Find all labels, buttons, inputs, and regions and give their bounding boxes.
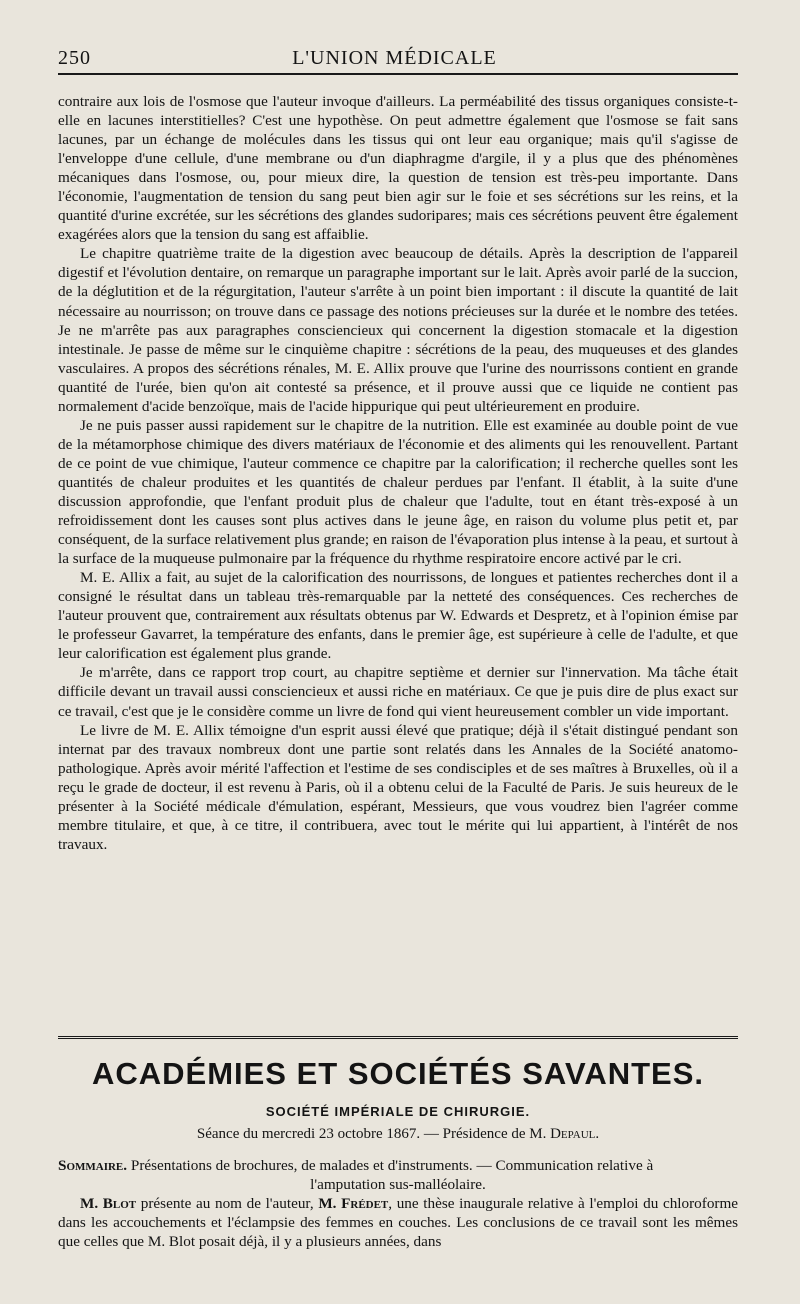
paragraph: contraire aux lois de l'osmose que l'auteur invoque d'ailleurs. La perméabilité des tissus organiques consiste-t-elle en lacunes interstitielles? C'est une hypothèse. On peut admettre également que l'osmose se fait sans lacunes, par un échange de molécules dans les tissus qui ont leur eau organique; mais qu'il s'agisse de l'enveloppe d'une cellule, d'une membrane ou d'un diaphragme d'argile, il y a plus que des phénomènes mécaniques dans l'osmose, ou, pour mieux dire, la question de tension est très-peu importante. Dans l'économie, l'augmentation de tension du sang peut bien agir sur le foie et ses sécrétions sur les reins, et la quantité d'urine excrétée, sur les sécrétions des glandes sudoripares; mais ces sécrétions peuvent être également exagérées alors que la tension du sang est affaiblie. <box>58 93 738 244</box>
session-president: M. Depaul. <box>529 1126 600 1142</box>
session-report <box>58 1156 738 1251</box>
paragraph: M. E. Allix a fait, au sujet de la calorification des nourrissons, de longues et patientes recherches dont il a consigné le résultat dans un tableau très-remarquable par la netteté des conséquences. Ces recherches de l'auteur prouvent que, contrairement aux résultats obtenus par W. Edwards et Despretz, et à l'opinion émise par le professeur Gavarret, la température des enfants, dans le premier âge, est supérieure à celle de l'adulte, et que leur calorification est également plus grande. <box>58 569 738 663</box>
paragraph: Le livre de M. E. Allix témoigne d'un esprit aussi élevé que pratique; déjà il s'était distingué pendant son internat par des travaux nombreux dont une partie sont relatés dans les Annales de la Société anatomo-pathologique. Après avoir mérité l'affection et l'estime de ses condisciples et de ses maîtres à Bruxelles, où il a reçu le grade de docteur, il est revenu à Paris, où il a obtenu celui de la Faculté de Paris. Je suis heureux de le présenter à la Société médicale d'émulation, espérant, Messieurs, que vous voudrez bien l'agréer comme membre titulaire, et que, à ce titre, il contribuera, avec tout le mérite qui lui appartient, à l'intérêt de nos travaux. <box>58 721 738 853</box>
paragraph: Le chapitre quatrième traite de la digestion avec beaucoup de détails. Après la description de l'appareil digestif et l'évolution dentaire, on remarque un paragraphe important sur le lait. Après avoir parlé de la succion, de la déglutition et de la régurgitation, l'auteur s'arrête à un point bien important : il discute la quantité de lait nécessaire au nourrisson; on trouve dans ce passage des notions précieuses sur la durée et le nombre des tetées. Je ne m'arrête pas aux paragraphes consciencieux qui concernent la digestion stomacale et la digestion intestinale. Je passe de même sur le cinquième chapitre : sécrétions de la peau, des muqueuses et des glandes vasculaires. A propos des sécrétions rénales, M. E. Allix prouve que l'urine des nourrissons contient en grande quantité de l'urée, bien qu'on ait contesté sa présence, et il prouve aussi que ce liquide ne contient pas normalement d'acide benzoïque, mais de l'acide hippurique qui peut ultérieurement en produire. <box>58 245 738 415</box>
session-line <box>58 1126 738 1143</box>
paragraph: Je ne puis passer aussi rapidement sur le chapitre de la nutrition. Elle est examinée au double point de vue de la métamorphose chimique des divers matériaux de l'économie et des aliments qui les renouvellent. Partant de ce point de vue chimique, l'auteur commence ce chapitre par la calorification; il recherche quelles sont les quantités de chaleur produites et les quantités de chaleur perdues par l'enfant. Il établit, à la suite d'une discussion approfondie, que l'enfant produit plus de chaleur que l'adulte, tout en étant très-exposé à un refroidissement dont les causes sont plus actives dans le jeune âge, en raison du volume plus petit et, par conséquent, de la surface relativement plus grande; en raison de l'évaporation plus intense à la peau, et surtout à la surface de la muqueuse pulmonaire par la fréquence du rhythme respiratoire encore activé par le cri. <box>58 416 738 568</box>
summary-text: Présentations de brochures, de malades et d'instruments. — Communication relative à <box>130 1157 654 1174</box>
running-header <box>58 40 738 70</box>
section-title: ACADÉMIES ET SOCIÉTÉS SAVANTES. <box>91 1056 705 1091</box>
summary-label: Sommaire. <box>58 1157 128 1174</box>
report-text-1: présente au nom de l'auteur, <box>140 1195 314 1212</box>
report-paragraph <box>58 1194 738 1251</box>
society-heading: SOCIÉTÉ IMPÉRIALE DE CHIRURGIE. <box>265 1104 531 1119</box>
speaker-name: M. Blot <box>80 1195 137 1212</box>
session-date: Séance du mercredi 23 octobre 1867. — Présidence de <box>196 1126 526 1142</box>
author-name: M. Frédet <box>318 1195 389 1212</box>
header-rule <box>58 73 738 75</box>
article-body <box>58 92 738 854</box>
paragraph: Je m'arrête, dans ce rapport trop court, au chapitre septième et dernier sur l'innervation. Ma tâche était difficile devant un travail aussi consciencieux et aussi riche en matériaux. Ce que je puis dire de plus exact sur ce travail, c'est que je le considère comme un livre de fond qui vient heureusement combler un vide important. <box>58 664 738 720</box>
section-divider <box>58 1036 738 1043</box>
journal-title: L'UNION MÉDICALE <box>292 47 497 69</box>
page-number: 250 <box>58 47 91 69</box>
summary-continued: l'amputation sus-malléolaire. <box>310 1176 486 1193</box>
summary <box>58 1156 738 1175</box>
report-text-2: , une thèse inaugurale relative à l'emploi du chloroforme dans les accouchements et l'éclampsie des femmes en couches. Les conclusions de ce travail sont les mêmes que celles que M. Blot posait déjà, il y a plusieurs années, dans <box>58 1195 739 1250</box>
